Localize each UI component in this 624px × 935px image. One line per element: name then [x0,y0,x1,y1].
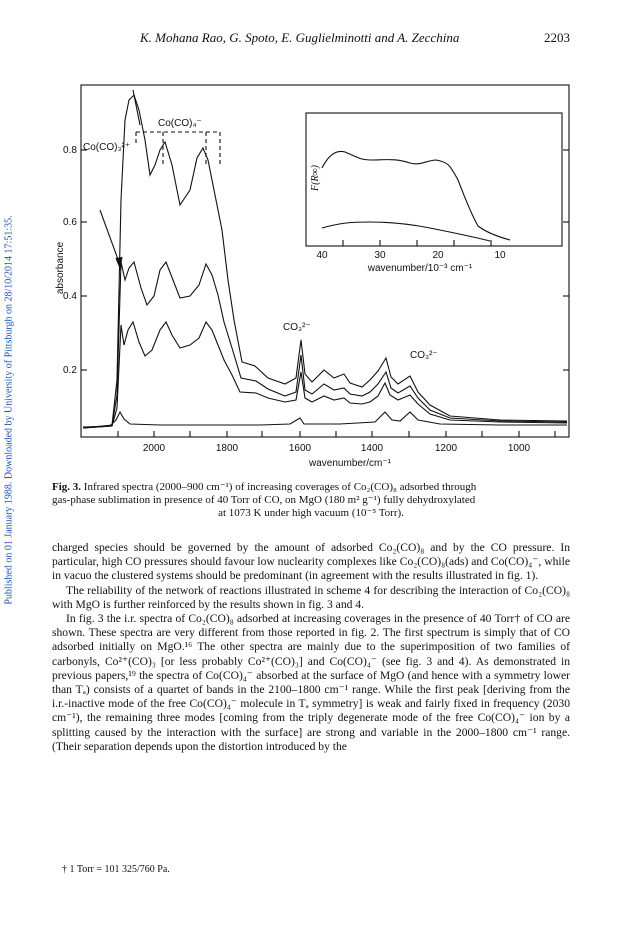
inset-xlabel: wavenumber/10⁻³ cm⁻¹ [367,263,473,274]
xtick-2000: 2000 [142,443,166,454]
footnote: † 1 Torr = 101 325/760 Pa. [62,864,170,875]
label-co3-a: CO₃²⁻ [283,322,311,333]
body-text [52,541,570,754]
inset-xtick-10: 10 [494,250,506,261]
inset-xtick-20: 20 [432,250,444,261]
inset-xtick-40: 40 [316,250,328,261]
paragraph-1: charged species should be governed by the amount of adsorbed Co₂(CO)₈ and by the CO pressure. In particular, high CO pressures should favour low nuclearity complexes like Co₂(CO)₈(ads) and Co(CO)₄⁻, while in vacuo the clustered systems should be predominant (in agreement with the results illustrated in fig. 1). [52,541,570,583]
xtick-1800: 1800 [215,443,239,454]
header-authors: K. Mohana Rao, G. Spoto, E. Guglielminotti and A. Zecchina [140,30,460,45]
top-arrow [133,90,140,125]
inset-curve-2 [322,222,490,241]
ytick-0.8: 0.8 [63,145,77,156]
inset-xtick-30: 30 [374,250,386,261]
xtick-1600: 1600 [288,443,312,454]
ytick-0.2: 0.2 [63,365,77,376]
xtick-1400: 1400 [360,443,384,454]
page-number: 2203 [544,30,570,45]
ylabel: absorbance [55,241,66,295]
figure-caption [52,481,570,520]
ytick-0.4: 0.4 [63,291,77,302]
inset-frame [306,113,562,246]
caption-line-1: Infrared spectra (2000–900 cm⁻¹) of increasing coverages of Co₂(CO)₈ adsorbed through [83,481,477,493]
spectrum-curve-2 [83,322,567,428]
caption-label: Fig. 3. [52,481,82,493]
ytick-0.6: 0.6 [63,217,77,228]
spectrum-curve-4 [83,95,567,428]
xtick-1000: 1000 [507,443,531,454]
watermark-text: Published on 01 January 1988. Downloaded by University of Pittsburgh on 28/10/2014 17:51:35. [3,215,15,605]
paragraph-3: In fig. 3 the i.r. spectra of Co₂(CO)₈ adsorbed at increasing coverages in the presence of 40 Torr† of CO are shown. These spectra are very different from those reported in fig. 2. The first spectrum is simply that of CO adsorbed initially on MgO.¹⁶ The other spectra are mainly due to the superimposition of two families of carbonyls, Co²⁺(CO)₃ [or less probably Co²⁺(CO)₃] and Co(CO)₄⁻ (see fig. 3 and 4). As demonstrated in previous papers,¹⁹ the spectra of Co(CO)₄⁻ absorbed at the surface of MgO (and hence with a symmetry lower than Tₐ) consists of a quartet of bands in the 2100–1800 cm⁻¹ range. While the first peak [deriving from the i.r.-inactive mode of the free Co(CO)₄⁻ molecule in Tₐ symmetry] is weak and fairly fixed in frequency (2030 cm⁻¹), the remaining three modes [coming from the triply degenerate mode of the free Co(CO)₄⁻ ion by a splitting caused by the interaction with the surface] are strong and variable in the 2000–1800 cm⁻¹ range. (Their separation depends upon the distortion introduced by the [52,612,570,753]
inset-curve-1 [322,151,510,240]
cocon4-bracket [136,132,220,165]
paragraph-2: The reliability of the network of reactions illustrated in scheme 4 for describing the interaction of Co₂(CO)₈ with MgO is further reinforced by the results shown in fig. 3 and 4. [52,583,570,611]
co3-arrow [100,210,120,265]
caption-line-2: gas-phase sublimation in presence of 40 Torr of CO, on MgO (180 m² g⁻¹) fully dehydroxylated [52,494,476,506]
spectrum-curve-3 [83,262,567,428]
inset-ylabel: F(R∞) [310,164,321,192]
label-co-co4: Co(CO)₄⁻ [158,118,202,129]
xtick-1200: 1200 [434,443,458,454]
label-co3-b: CO₃²⁻ [410,350,438,361]
label-co-co3: Co(CO)₃²⁺ [83,142,131,153]
xlabel: wavenumber/cm⁻¹ [309,458,391,469]
caption-line-3: at 1073 K under high vacuum (10⁻⁵ Torr). [218,507,404,519]
